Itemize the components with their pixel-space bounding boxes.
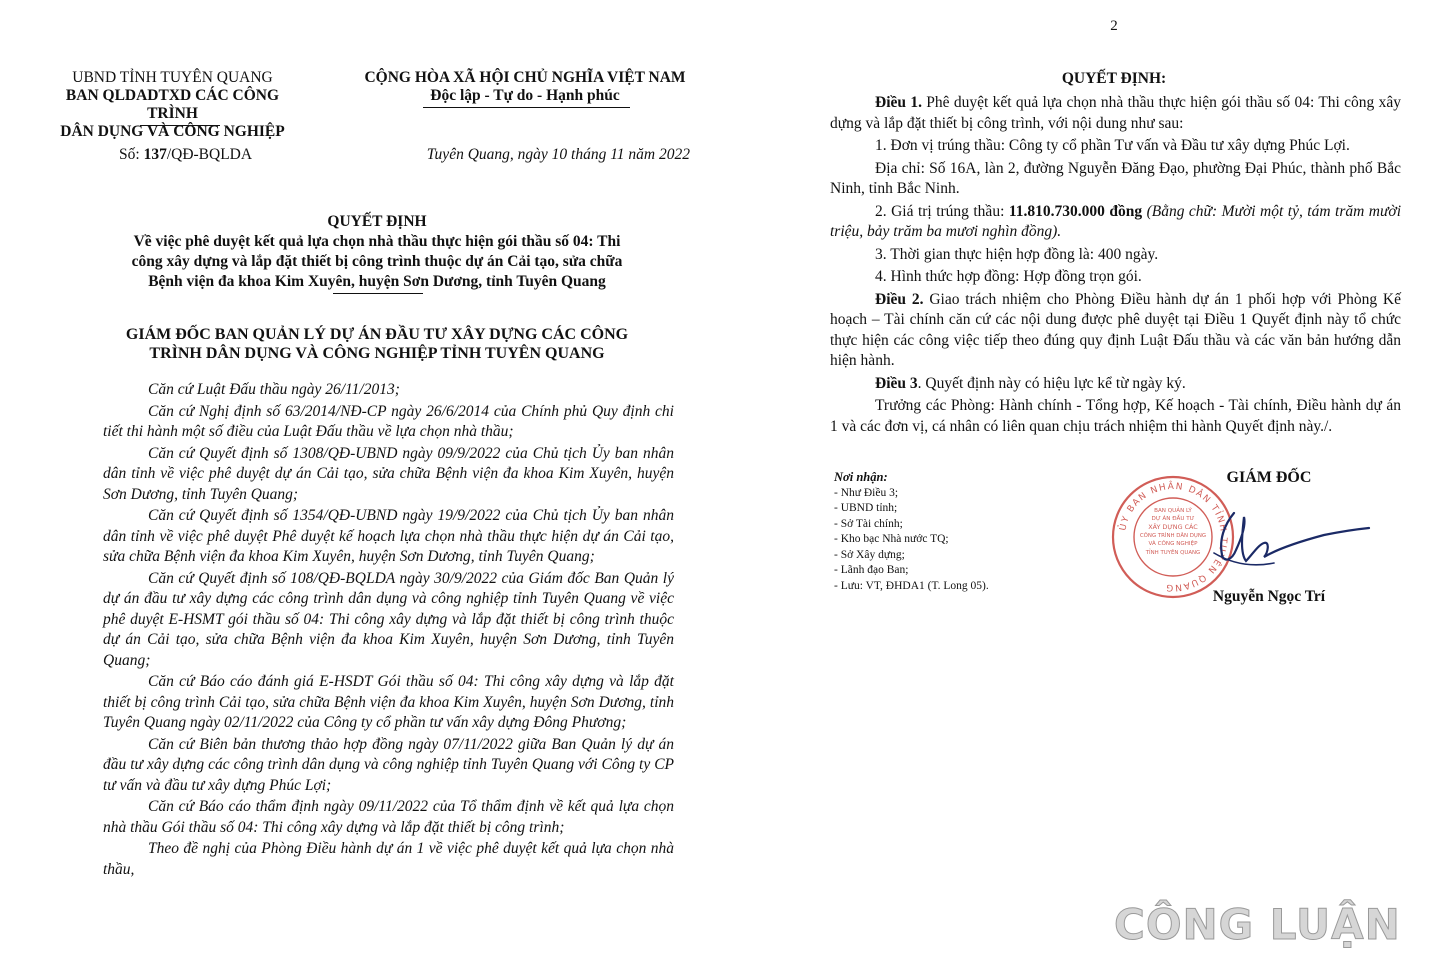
recipient-item: - Lãnh đạo Ban; <box>834 564 909 576</box>
article-3-text: . Quyết định này có hiệu lực kể từ ngày ký. <box>917 374 1186 392</box>
issuing-org <box>40 69 305 141</box>
recipients <box>834 470 1094 594</box>
article-1 <box>830 93 1401 134</box>
basis-item: Căn cứ Quyết định số 1308/QĐ-UBND ngày 09/9/2022 của Chủ tịch Ủy ban nhân dân tỉnh về việc phê duyệt dự án Cải tạo, sửa chữa Bệnh viện đa khoa Kim Xuyên, huyện Sơn Dương, tỉnh Tuyên Quang; <box>103 444 674 503</box>
page-number: 2 <box>1110 18 1118 34</box>
basis-item: Theo đề nghị của Phòng Điều hành dự án 1 về việc phê duyệt kết quả lựa chọn nhà thầu, <box>103 840 674 878</box>
watermark-text: CÔNG LUẬN <box>1114 900 1401 949</box>
value-prefix: 2. Giá trị trúng thầu: <box>875 202 1009 220</box>
article-3 <box>830 374 1401 395</box>
recipient-item: - Sở Xây dựng; <box>834 548 905 561</box>
decision-heading: QUYẾT ĐỊNH: <box>1061 70 1167 87</box>
watermark-logo <box>1114 900 1414 949</box>
recipient-item: - Như Điều 3; <box>834 486 899 499</box>
svg-text:CÔNG TRÌNH DÂN DỤNG: CÔNG TRÌNH DÂN DỤNG <box>1139 533 1207 539</box>
svg-text:BAN QUẢN LÝ: BAN QUẢN LÝ <box>1154 508 1192 514</box>
motto-underline <box>423 107 630 108</box>
recipients-heading: Nơi nhận: <box>834 470 888 484</box>
nation-title: CỘNG HÒA XÃ HỘI CHỦ NGHĨA VIỆT NAM <box>364 69 686 86</box>
closing-paragraph: Trưởng các Phòng: Hành chính - Tổng hợp, Kế hoạch - Tài chính, Điều hành dự án 1 và các đơn vị, cá nhân có liên quan chịu trách nhiệm thi hành Quyết định này./. <box>830 397 1401 435</box>
national-heading <box>330 69 720 105</box>
basis-item: Căn cứ Luật Đấu thầu ngày 26/11/2013; <box>148 381 400 398</box>
org-line-3: DÂN DỤNG VÀ CÔNG NGHIỆP <box>60 123 285 140</box>
authority-block <box>90 325 664 363</box>
legal-bases <box>103 380 674 881</box>
title-heading: QUYẾT ĐỊNH <box>327 213 427 230</box>
signer-name: Nguyễn Ngọc Trí <box>1212 588 1326 605</box>
svg-text:ỦY BAN NHÂN DÂN TỈNH TUYÊN QUA: ỦY BAN NHÂN DÂN TỈNH TUYÊN QUANG <box>1118 481 1229 593</box>
subject-line-2: công xây dựng và lắp đặt thiết bị công trình thuộc dự án Cải tạo, sửa chữa <box>131 253 623 270</box>
svg-text:TỈNH TUYÊN QUANG: TỈNH TUYÊN QUANG <box>1145 550 1201 556</box>
winning-bidder: 1. Đơn vị trúng thầu: Công ty cổ phần Tư vấn và Đầu tư xây dựng Phúc Lợi. <box>875 137 1350 154</box>
article-2-label: Điều 2. <box>875 290 924 308</box>
basis-item: Căn cứ Quyết định số 108/QĐ-BQLDA ngày 30/9/2022 của Giám đốc Ban Quản lý dự án đầu tư xây dựng các công trình dân dụng và công nghiệp tỉnh Tuyên Quang về việc phê duyệt E-HSMT gói thầu số 04: Thi công xây dựng và lắp đặt thiết bị công trình thuộc dự án Cải tạo, sửa chữa Bệnh viện đa khoa Kim Xuyên, huyện Sơn Dương, tỉnh Tuyên Quang; <box>103 569 674 669</box>
place-date: Tuyên Quang, ngày 10 tháng 11 năm 2022 <box>426 146 690 163</box>
org-underline <box>140 125 220 126</box>
page-2 <box>714 0 1429 972</box>
basis-item: Căn cứ Biên bản thương thảo hợp đồng ngày 07/11/2022 giữa Ban Quản lý dự án đầu tư xây dựng các công trình dân dụng và công nghiệp tỉnh Tuyên Quang với Công ty CP tư vấn và đầu tư xây dựng Phúc Lợi; <box>103 735 674 794</box>
basis-item: Căn cứ Quyết định số 1354/QĐ-UBND ngày 19/9/2022 của Chủ tịch Ủy ban nhân dân tỉnh về việc phê duyệt Phê duyệt kế hoạch lựa chọn nhà thầu thực hiện dự án Cải tạo, sửa chữa Bệnh viện đa khoa Kim Xuyên, huyện Sơn Dương, tỉnh Tuyên Quang; <box>103 507 674 565</box>
bidder-address: Địa chỉ: Số 16A, làn 2, đường Nguyễn Đăng Đạo, phường Đại Phúc, thành phố Bắc Ninh, tỉnh Bắc Ninh. <box>830 159 1401 197</box>
article-2 <box>830 290 1401 372</box>
contract-duration: 3. Thời gian thực hiện hợp đồng là: 400 ngày. <box>875 245 1159 263</box>
recipient-item: - UBND tỉnh; <box>834 502 898 514</box>
recipient-item: - Lưu: VT, ĐHDA1 (T. Long 05). <box>834 579 989 592</box>
svg-text:XÂY DỰNG CÁC: XÂY DỰNG CÁC <box>1148 523 1198 531</box>
signature-mark <box>1194 505 1374 585</box>
title-block <box>90 212 664 292</box>
nation-motto: Độc lập - Tự do - Hạnh phúc <box>430 87 620 104</box>
page-1 <box>0 0 714 972</box>
decision-body <box>830 93 1401 439</box>
svg-text:VÀ CÔNG NGHIỆP: VÀ CÔNG NGHIỆP <box>1148 541 1198 547</box>
number-prefix: Số: <box>119 146 144 163</box>
title-underline <box>333 293 423 294</box>
article-1-text: Phê duyệt kết quả lựa chọn nhà thầu thực hiện gói thầu số 04: Thi công xây dựng và lắp đặt thiết bị công trình, với nội dung như sau: <box>830 94 1401 132</box>
article-3-label: Điều 3 <box>875 374 918 392</box>
authority-line-2: TRÌNH DÂN DỤNG VÀ CÔNG NGHIỆP TỈNH TUYÊN QUANG <box>149 345 605 362</box>
subject-line-3: Bệnh viện đa khoa Kim Xuyên, huyện Sơn Dương, tỉnh Tuyên Quang <box>148 273 606 290</box>
document-number <box>119 146 339 164</box>
org-line-1: UBND TỈNH TUYÊN QUANG <box>72 69 273 86</box>
signer-title: GIÁM ĐỐC <box>1226 469 1312 486</box>
recipient-item: - Sở Tài chính; <box>834 517 903 530</box>
subject-line-1: Về việc phê duyệt kết quả lựa chọn nhà thầu thực hiện gói thầu số 04: Thi <box>133 233 621 250</box>
value-in-words: (Bằng chữ: Mười một tỷ, tám trăm mười triệu, bảy trăm ba mươi nghìn đồng). <box>830 202 1401 240</box>
basis-item: Căn cứ Báo cáo đánh giá E-HSDT Gói thầu số 04: Thi công xây dựng và lắp đặt thiết bị công trình Cải tạo, sửa chữa Bệnh viện đa khoa Kim Xuyên, huyện Sơn Dương, tỉnh Tuyên Quang ngày 02/11/2022 của Công ty cổ phần tư vấn xây dựng Đông Phương; <box>103 673 674 731</box>
contract-value <box>830 202 1401 243</box>
contract-type: 4. Hình thức hợp đồng: Hợp đồng trọn gói. <box>875 268 1142 285</box>
number-suffix: /QĐ-BQLDA <box>166 146 253 163</box>
value-amount: 11.810.730.000 đồng <box>1008 202 1143 220</box>
svg-text:DỰ ÁN ĐẦU TƯ: DỰ ÁN ĐẦU TƯ <box>1151 516 1195 522</box>
article-1-label: Điều 1. <box>875 94 922 111</box>
number-value: 137 <box>143 146 167 163</box>
article-2-text: Giao trách nhiệm cho Phòng Điều hành dự án 1 phối hợp với Phòng Kế hoạch – Tài chính căn cứ các nội dung được phê duyệt tại Điều 1 Quyết định này tổ chức thực hiện các công việc tiếp theo đúng quy định Luật Đấu thầu và các văn bản hướng dẫn hiện hành. <box>830 290 1402 369</box>
basis-item: Căn cứ Báo cáo thẩm định ngày 09/11/2022 của Tổ thẩm định về kết quả lựa chọn nhà thầu Gói thầu số 04: Thi công xây dựng và lắp đặt thiết bị công trình; <box>103 798 674 836</box>
recipient-item: - Kho bạc Nhà nước TQ; <box>834 533 949 545</box>
org-line-2: BAN QLDADTXD CÁC CÔNG TRÌNH <box>65 87 280 122</box>
basis-item: Căn cứ Nghị định số 63/2014/NĐ-CP ngày 26/6/2014 của Chính phủ Quy định chi tiết thi hành một số điều của Luật Đấu thầu về lựa chọn nhà thầu; <box>103 402 674 440</box>
authority-line-1: GIÁM ĐỐC BAN QUẢN LÝ DỰ ÁN ĐẦU TƯ XÂY DỰNG CÁC CÔNG <box>125 326 629 343</box>
